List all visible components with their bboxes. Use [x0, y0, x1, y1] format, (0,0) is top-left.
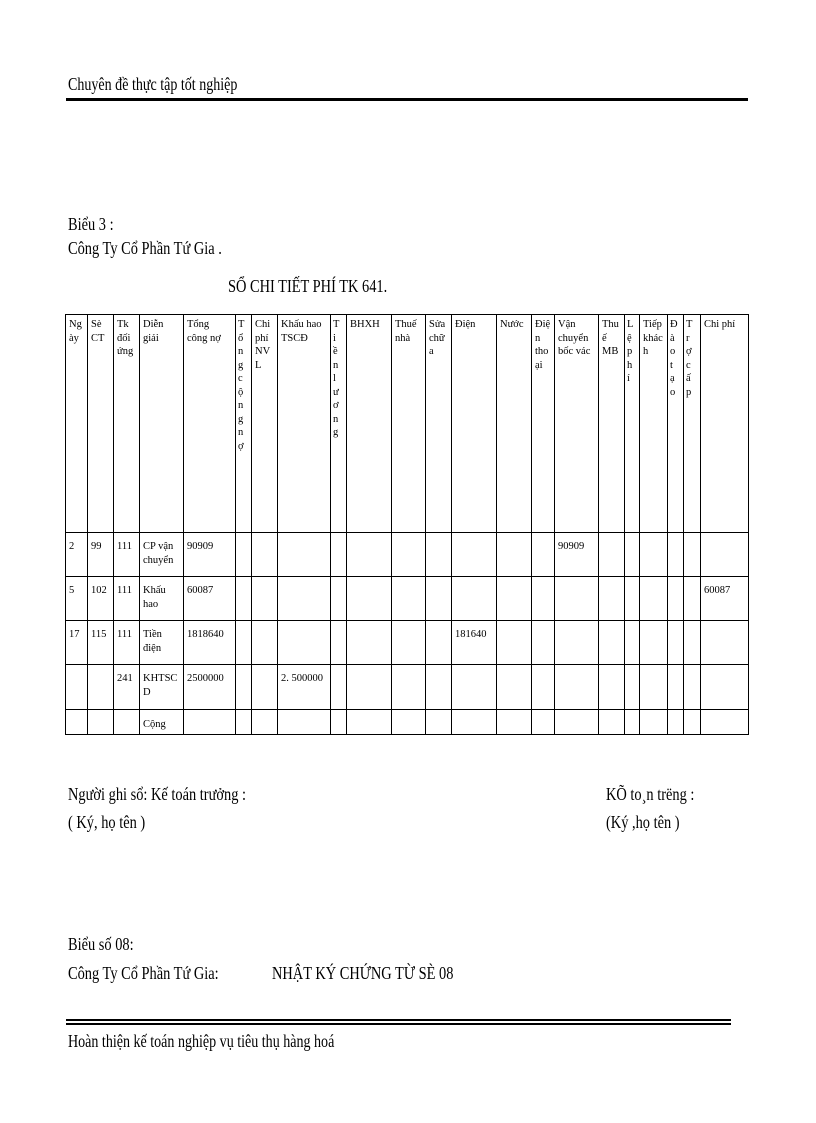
- table-cell: 181640: [452, 621, 497, 665]
- table-cell: [497, 665, 532, 710]
- table-cell: [252, 533, 278, 577]
- table-cell: [599, 710, 625, 735]
- table-cell: [555, 621, 599, 665]
- footer-divider: [66, 1019, 731, 1021]
- table-cell: [88, 665, 114, 710]
- table-cell: [426, 665, 452, 710]
- table-cell: [426, 577, 452, 621]
- table-cell: [532, 577, 555, 621]
- table-cell: [452, 710, 497, 735]
- header-row: [66, 315, 749, 533]
- table-cell: 90909: [555, 533, 599, 577]
- col-header: Đàotạo: [668, 315, 684, 533]
- col-header: Sè CT: [88, 315, 114, 533]
- table-cell: [426, 621, 452, 665]
- table-cell: 2. 500000: [278, 665, 331, 710]
- table-cell: [497, 533, 532, 577]
- table-cell: [184, 710, 236, 735]
- table-cell: [452, 577, 497, 621]
- table-cell: [252, 710, 278, 735]
- signature-right-note: (Ký ,họ tên ): [606, 812, 680, 832]
- table-cell: [236, 621, 252, 665]
- table-cell: [599, 665, 625, 710]
- table-row: [66, 621, 749, 665]
- table-cell: [426, 710, 452, 735]
- col-header: Vận chuyển bốc vác: [555, 315, 599, 533]
- col-header: Điện: [452, 315, 497, 533]
- table-cell: [701, 665, 749, 710]
- col-header: Diễn giải: [140, 315, 184, 533]
- table-cell: 111: [114, 533, 140, 577]
- table-cell: [331, 577, 347, 621]
- table-cell: [331, 621, 347, 665]
- table-cell: [640, 621, 668, 665]
- section1-title: SỔ CHI TIẾT PHÍ TK 641.: [228, 276, 388, 296]
- table-cell: [497, 621, 532, 665]
- table-cell: [668, 621, 684, 665]
- table-cell: 5: [66, 577, 88, 621]
- table-cell: [640, 665, 668, 710]
- table-cell: [392, 665, 426, 710]
- table-cell: [236, 665, 252, 710]
- table-cell: [392, 621, 426, 665]
- col-header: Thuế MB: [599, 315, 625, 533]
- table-cell: [392, 577, 426, 621]
- table-cell: 241: [114, 665, 140, 710]
- table-cell: [555, 577, 599, 621]
- table-cell: [331, 665, 347, 710]
- col-header: Chi phí: [701, 315, 749, 533]
- table-cell: [114, 710, 140, 735]
- table-cell: [278, 577, 331, 621]
- table-cell: [625, 665, 640, 710]
- table-cell: Cộng: [140, 710, 184, 735]
- table-cell: [684, 577, 701, 621]
- table-cell: [532, 665, 555, 710]
- table-cell: [701, 533, 749, 577]
- table-cell: 90909: [184, 533, 236, 577]
- table-cell: [347, 621, 392, 665]
- table-cell: 2: [66, 533, 88, 577]
- table-cell: [278, 621, 331, 665]
- table-cell: [392, 710, 426, 735]
- table-cell: [532, 710, 555, 735]
- table-cell: [640, 533, 668, 577]
- table-cell: [497, 710, 532, 735]
- table-cell: [252, 665, 278, 710]
- footer-divider: [66, 1023, 731, 1025]
- table-cell: Tiền điện: [140, 621, 184, 665]
- table-cell: [252, 621, 278, 665]
- table-row: [66, 577, 749, 621]
- col-header: Lệphí: [625, 315, 640, 533]
- table-cell: [625, 533, 640, 577]
- col-header: Tiếp khách: [640, 315, 668, 533]
- col-header: Tiềnlương: [331, 315, 347, 533]
- table-cell: [392, 533, 426, 577]
- table-cell: [497, 577, 532, 621]
- table-cell: [452, 665, 497, 710]
- table-cell: [278, 710, 331, 735]
- table-cell: [701, 710, 749, 735]
- col-header: BHXH: [347, 315, 392, 533]
- table-cell: [236, 710, 252, 735]
- table-cell: [625, 710, 640, 735]
- table-cell: [331, 710, 347, 735]
- table-cell: [684, 710, 701, 735]
- table-cell: 17: [66, 621, 88, 665]
- table-cell: CP vận chuyển: [140, 533, 184, 577]
- table-cell: [347, 710, 392, 735]
- table-cell: 60087: [701, 577, 749, 621]
- col-header: Thuế nhà: [392, 315, 426, 533]
- table-cell: [599, 577, 625, 621]
- table-cell: [452, 533, 497, 577]
- section2-title: NHẬT KÝ CHỨNG TỪ SÈ 08: [272, 963, 454, 983]
- table-cell: [625, 577, 640, 621]
- col-header: Điện thoại: [532, 315, 555, 533]
- ledger-table: [65, 314, 749, 735]
- col-header: Chi phí NVL: [252, 315, 278, 533]
- table-cell: [236, 577, 252, 621]
- table-cell: [426, 533, 452, 577]
- table-cell: [555, 710, 599, 735]
- table-cell: [668, 710, 684, 735]
- table-cell: [668, 577, 684, 621]
- table-cell: [668, 665, 684, 710]
- table-cell: [684, 665, 701, 710]
- table-cell: [640, 710, 668, 735]
- table-cell: 111: [114, 621, 140, 665]
- table-cell: 60087: [184, 577, 236, 621]
- table-cell: 1818640: [184, 621, 236, 665]
- table-cell: Khấu hao: [140, 577, 184, 621]
- table-cell: 111: [114, 577, 140, 621]
- table-cell: 99: [88, 533, 114, 577]
- table-cell: [640, 577, 668, 621]
- signature-left-note: ( Ký, họ tên ): [68, 812, 146, 832]
- col-header: Nước: [497, 315, 532, 533]
- table-cell: [599, 621, 625, 665]
- table-cell: [347, 665, 392, 710]
- table-cell: KHTSCD: [140, 665, 184, 710]
- table-cell: [532, 533, 555, 577]
- table-cell: [684, 621, 701, 665]
- table-row: [66, 710, 749, 735]
- table-cell: [684, 533, 701, 577]
- table-cell: [252, 577, 278, 621]
- table-cell: 102: [88, 577, 114, 621]
- table-row: [66, 665, 749, 710]
- signature-right-title: KÕ to¸n trëng :: [606, 784, 695, 804]
- table-cell: [278, 533, 331, 577]
- section1-label: Biểu 3 :: [68, 214, 114, 234]
- table-cell: 115: [88, 621, 114, 665]
- col-header: Tổng công nợ: [184, 315, 236, 533]
- section2-label: Biểu số 08:: [68, 934, 134, 954]
- page-header: Chuyên đề thực tập tốt nghiệp: [68, 74, 238, 94]
- table-cell: [236, 533, 252, 577]
- table-cell: [347, 533, 392, 577]
- table-cell: [66, 710, 88, 735]
- table-cell: [599, 533, 625, 577]
- table-cell: [555, 665, 599, 710]
- col-header: Sửa chữa: [426, 315, 452, 533]
- table-cell: [331, 533, 347, 577]
- table-cell: [66, 665, 88, 710]
- table-cell: 2500000: [184, 665, 236, 710]
- col-header: Ngày: [66, 315, 88, 533]
- table-cell: [532, 621, 555, 665]
- col-header: Tk đối ứng: [114, 315, 140, 533]
- section1-company: Công Ty Cổ Phần Tứ Gia .: [68, 238, 222, 258]
- table-cell: [668, 533, 684, 577]
- table-cell: [625, 621, 640, 665]
- col-header: Trợcấp: [684, 315, 701, 533]
- signature-left-title: Người ghi sổ: Kế toán trưởng :: [68, 784, 247, 804]
- section2-company: Công Ty Cổ Phần Tứ Gia:: [68, 963, 219, 983]
- col-header: Khấu hao TSCĐ: [278, 315, 331, 533]
- table-cell: [347, 577, 392, 621]
- table-cell: [88, 710, 114, 735]
- table-row: [66, 533, 749, 577]
- header-divider: [66, 98, 748, 101]
- page-footer: Hoàn thiện kế toán nghiệp vụ tiêu thụ hàng hoá: [68, 1031, 335, 1051]
- table-cell: [701, 621, 749, 665]
- col-header: Tổngcộngnợ: [236, 315, 252, 533]
